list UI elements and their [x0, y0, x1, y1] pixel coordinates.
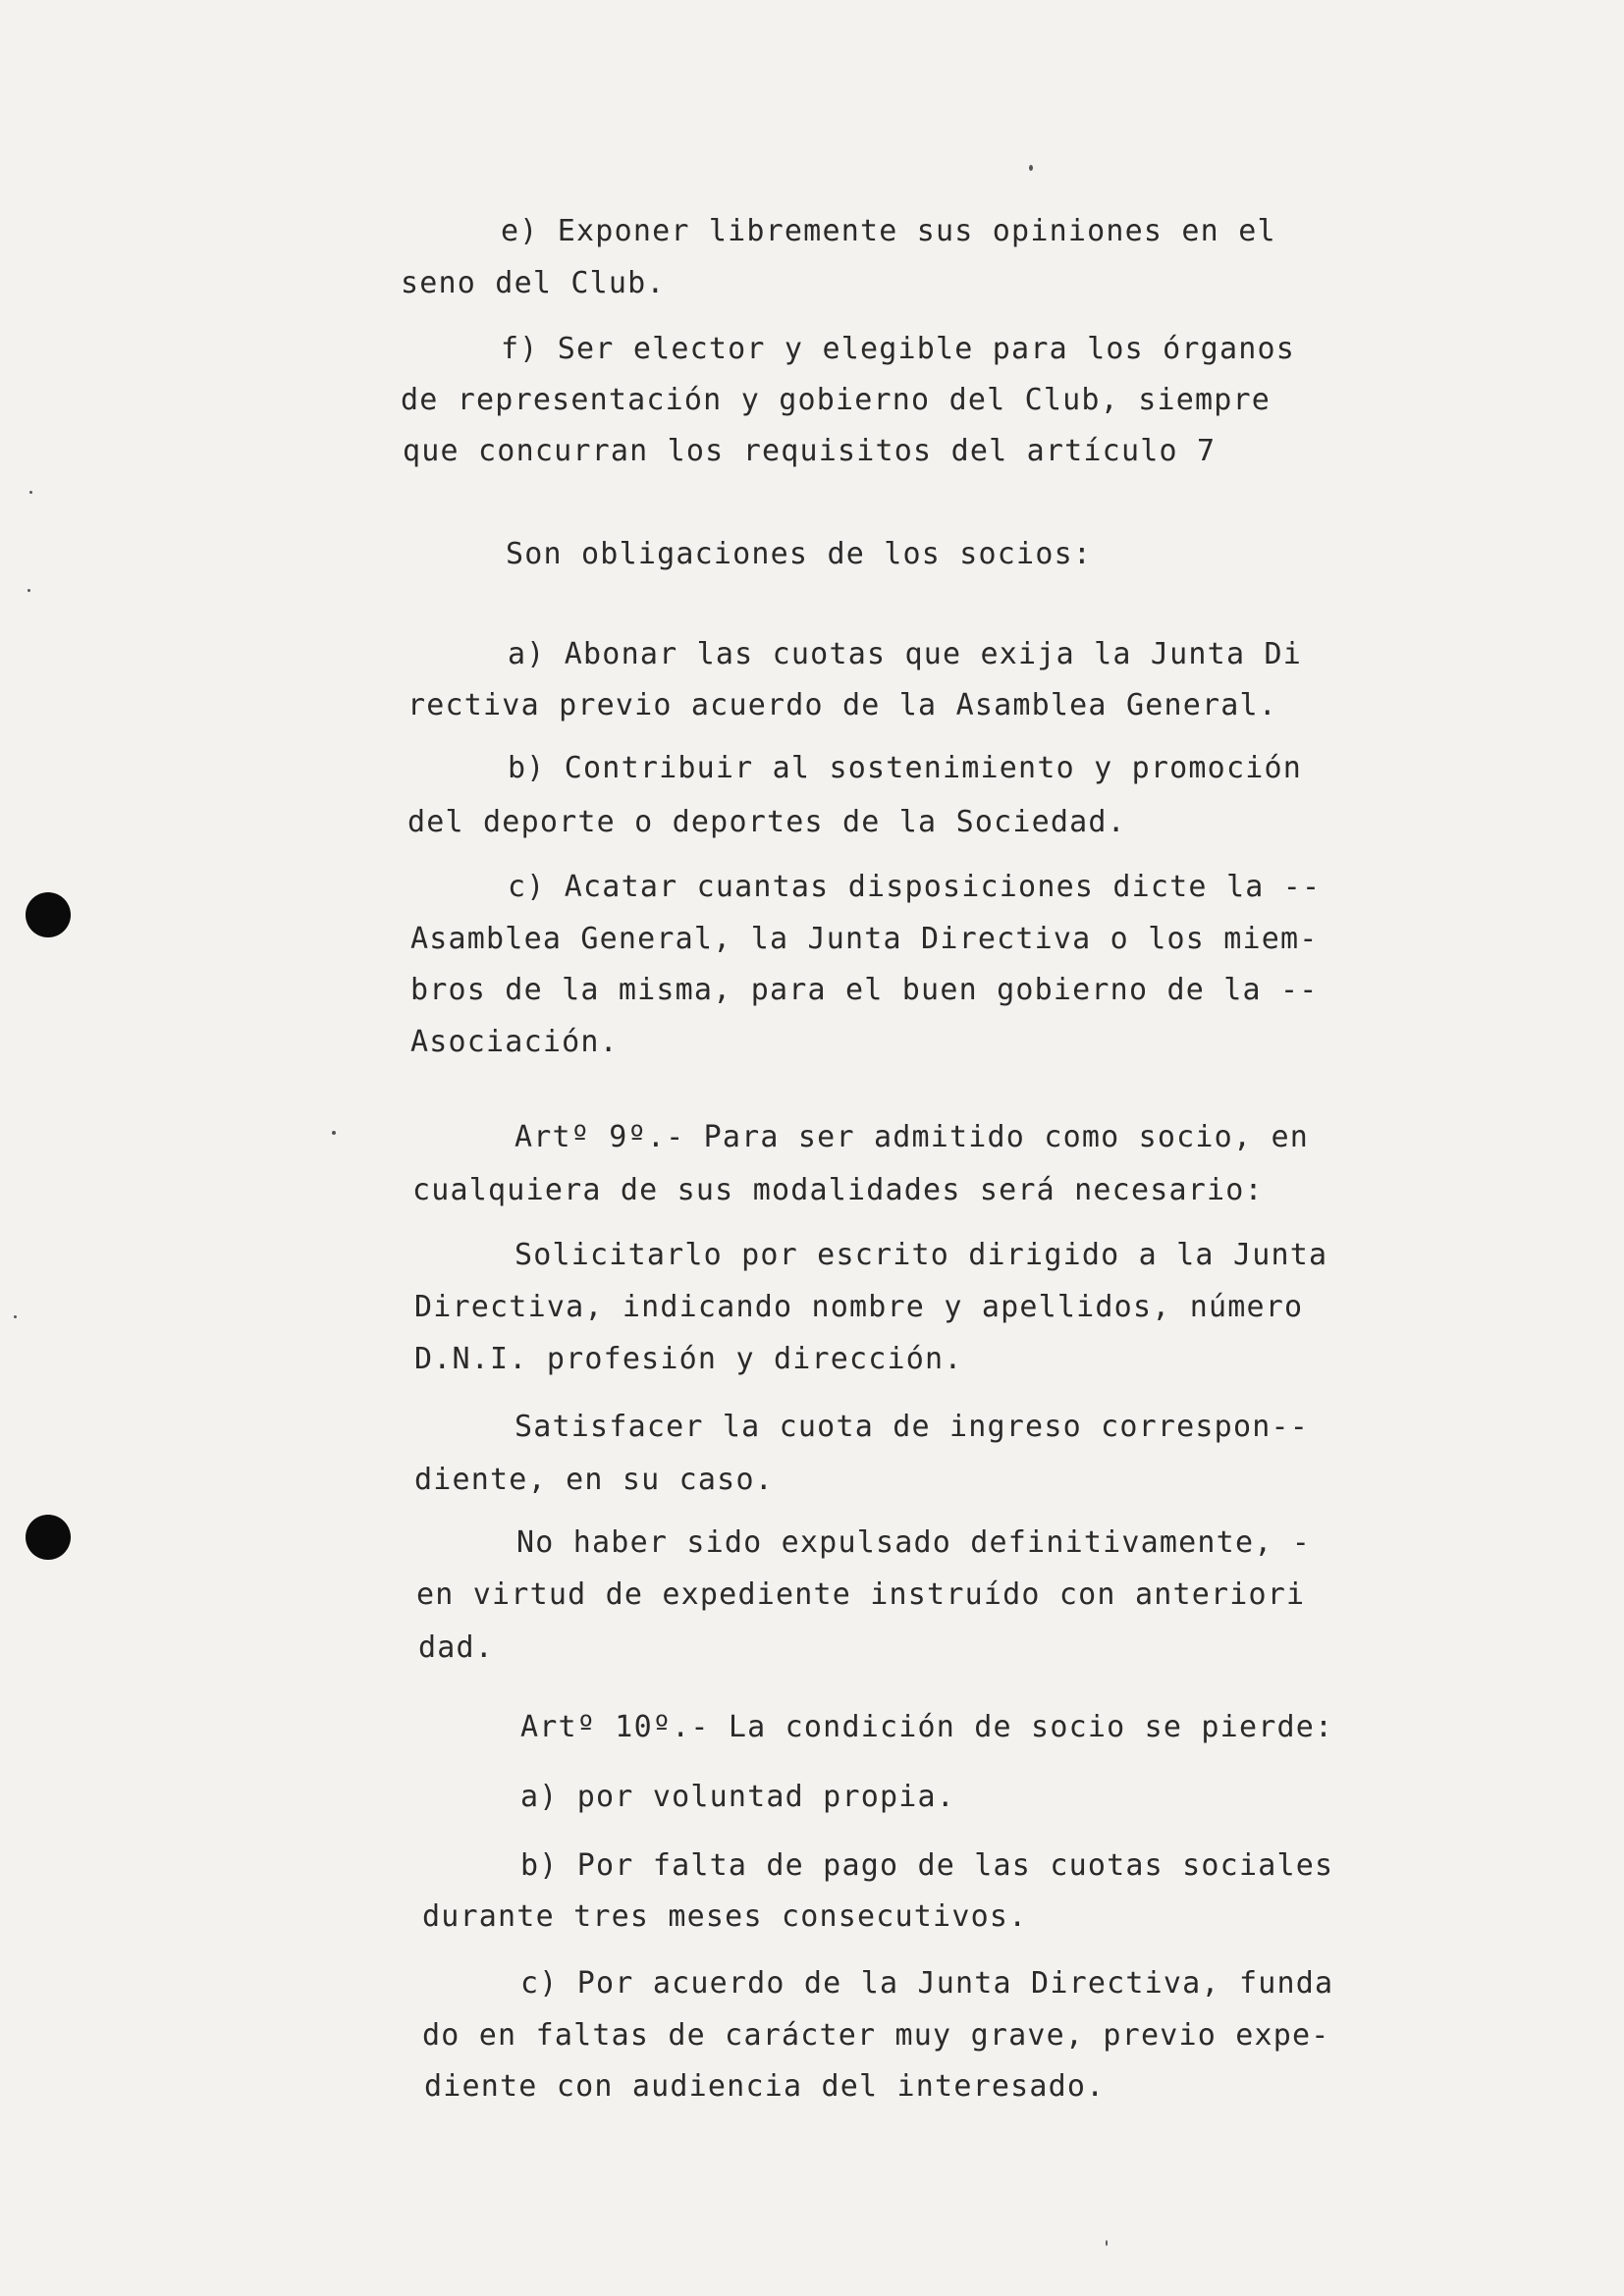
- paper-speck: [1029, 165, 1033, 171]
- art9-requisito-3-line-3: dad.: [418, 1630, 495, 1665]
- obligacion-a-line-1: a) Abonar las cuotas que exija la Junta Di: [508, 637, 1302, 671]
- art9-line-1: Artº 9º.- Para ser admitido como socio, en: [514, 1120, 1309, 1154]
- art9-requisito-1-line-1: Solicitarlo por escrito dirigido a la Junta: [514, 1238, 1328, 1272]
- paper-speck: [29, 491, 32, 494]
- paper-speck: [1106, 2240, 1108, 2246]
- obligacion-c-line-2: Asamblea General, la Junta Directiva o los miem-: [410, 922, 1319, 956]
- item-f-line-2: de representación y gobierno del Club, siempre: [401, 383, 1272, 417]
- punch-hole-bottom: [26, 1515, 71, 1560]
- obligaciones-heading: Son obligaciones de los socios:: [506, 537, 1093, 571]
- art9-requisito-3-line-2: en virtud de expediente instruído con anteriori: [416, 1577, 1306, 1612]
- paper-speck: [332, 1131, 336, 1135]
- obligacion-c-line-3: bros de la misma, para el buen gobierno de la --: [410, 973, 1319, 1007]
- art10-item-b-line-1: b) Por falta de pago de las cuotas sociales: [520, 1848, 1334, 1883]
- art10-item-a: a) por voluntad propia.: [520, 1780, 956, 1814]
- item-e-line-2: seno del Club.: [401, 266, 666, 300]
- art9-requisito-1-line-2: Directiva, indicando nombre y apellidos, número: [414, 1290, 1304, 1324]
- item-f-line-3: que concurran los requisitos del artículo 7: [403, 434, 1217, 468]
- obligacion-a-line-2: rectiva previo acuerdo de la Asamblea General.: [407, 688, 1278, 722]
- punch-hole-top: [26, 892, 71, 937]
- paper-speck: [27, 589, 30, 592]
- art9-requisito-1-line-3: D.N.I. profesión y dirección.: [414, 1342, 963, 1376]
- art10-item-c-line-1: c) Por acuerdo de la Junta Directiva, funda: [520, 1966, 1334, 2001]
- art9-requisito-3-line-1: No haber sido expulsado definitivamente, -: [516, 1525, 1311, 1560]
- art10-item-c-line-2: do en faltas de carácter muy grave, previo expe-: [422, 2018, 1330, 2053]
- item-f-line-1: f) Ser elector y elegible para los órganos: [501, 332, 1295, 366]
- art9-requisito-2-line-2: diente, en su caso.: [414, 1463, 774, 1497]
- obligacion-b-line-1: b) Contribuir al sostenimiento y promoción: [508, 751, 1302, 785]
- obligacion-c-line-4: Asociación.: [410, 1025, 619, 1059]
- art10-heading: Artº 10º.- La condición de socio se pierde:: [520, 1710, 1334, 1744]
- obligacion-b-line-2: del deporte o deportes de la Sociedad.: [407, 805, 1126, 839]
- art10-item-c-line-3: diente con audiencia del interesado.: [424, 2069, 1106, 2104]
- obligacion-c-line-1: c) Acatar cuantas disposiciones dicte la --: [508, 870, 1322, 904]
- paper-speck: [14, 1315, 17, 1318]
- item-e-line-1: e) Exponer libremente sus opiniones en el: [501, 214, 1276, 248]
- art9-requisito-2-line-1: Satisfacer la cuota de ingreso correspon--: [514, 1410, 1309, 1444]
- art10-item-b-line-2: durante tres meses consecutivos.: [422, 1899, 1028, 1934]
- art9-line-2: cualquiera de sus modalidades será necesario:: [412, 1173, 1264, 1207]
